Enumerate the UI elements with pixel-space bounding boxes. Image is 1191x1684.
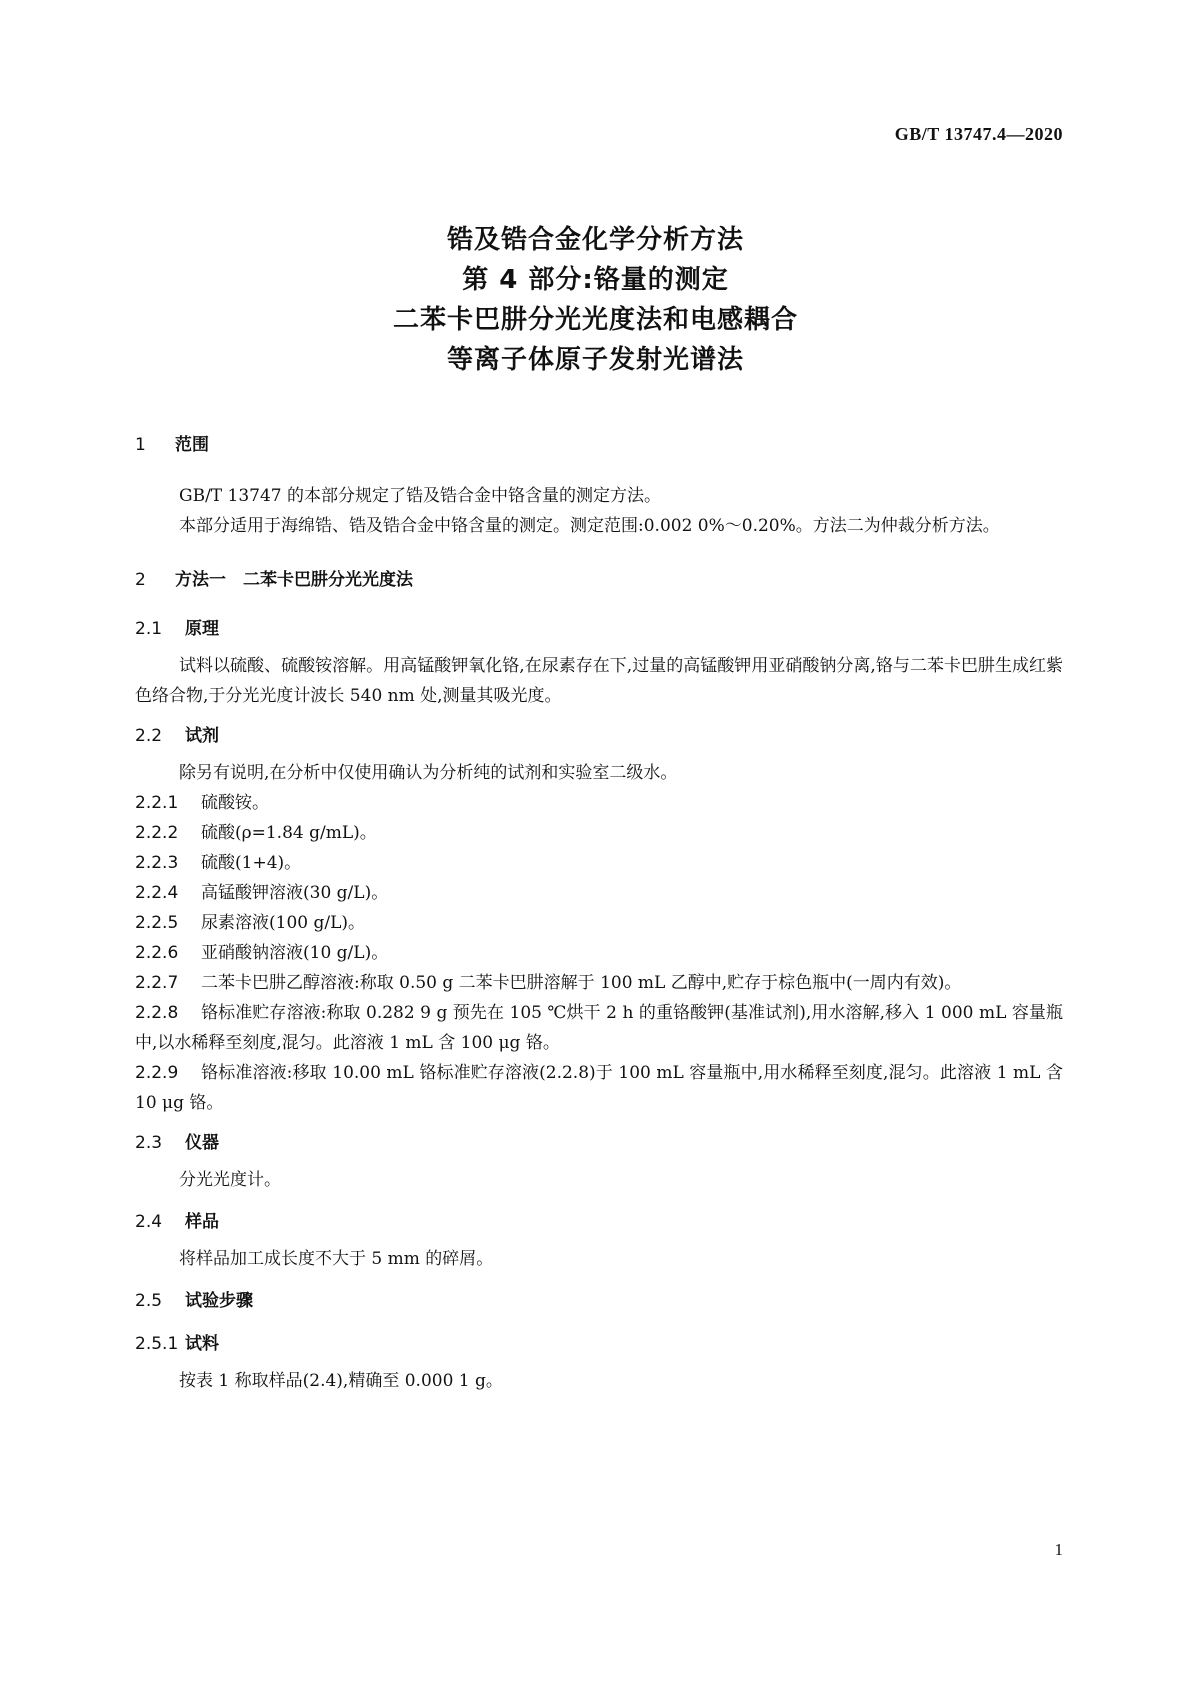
item-number: 2.2.9 bbox=[135, 1063, 179, 1083]
item-number: 2.2.6 bbox=[135, 943, 179, 963]
section-number: 2 bbox=[135, 570, 146, 590]
title-line-4: 等离子体原子发射光谱法 bbox=[446, 345, 744, 375]
section-number: 2.1 bbox=[135, 619, 163, 639]
section-2-5-heading bbox=[135, 1286, 1063, 1311]
item-number: 2.2.5 bbox=[135, 913, 179, 933]
section-title: 仪器 bbox=[185, 1133, 219, 1153]
section-number: 2.3 bbox=[135, 1133, 163, 1153]
section-title: 方法一 二苯卡巴肼分光光度法 bbox=[175, 570, 413, 590]
item-number: 2.2.3 bbox=[135, 853, 179, 873]
item-text: 高锰酸钾溶液(30 g/L)。 bbox=[201, 883, 389, 903]
item-text: 硫酸铵。 bbox=[201, 793, 269, 813]
item-number: 2.2.2 bbox=[135, 823, 179, 843]
section-title: 试剂 bbox=[185, 726, 219, 746]
section-2-2-heading bbox=[135, 721, 1063, 746]
section-2-heading bbox=[135, 565, 1063, 590]
item-number: 2.2.8 bbox=[135, 1003, 179, 1023]
section-2-4-heading bbox=[135, 1207, 1063, 1232]
section-2-3-heading bbox=[135, 1128, 1063, 1153]
reagent-item bbox=[135, 878, 1063, 908]
reagent-item bbox=[135, 818, 1063, 848]
section-1-paragraph-2: 本部分适用于海绵锆、锆及锆合金中铬含量的测定。测定范围:0.002 0%～0.20%。方法二为仲裁分析方法。 bbox=[179, 516, 1000, 536]
section-number: 1 bbox=[135, 435, 146, 455]
section-2-3-paragraph: 分光光度计。 bbox=[179, 1170, 281, 1190]
reagent-item bbox=[135, 968, 1063, 998]
document-title bbox=[0, 220, 1191, 380]
page-number: 1 bbox=[1054, 1540, 1063, 1559]
document-body bbox=[135, 430, 1063, 1396]
item-number: 2.2.4 bbox=[135, 883, 179, 903]
section-number: 2.5 bbox=[135, 1291, 163, 1311]
title-line-2: 第 4 部分:铬量的测定 bbox=[462, 265, 729, 295]
section-title: 试料 bbox=[185, 1334, 219, 1354]
item-text: 硫酸(1+4)。 bbox=[201, 853, 302, 873]
item-text: 二苯卡巴肼乙醇溶液:称取 0.50 g 二苯卡巴肼溶解于 100 mL 乙醇中,贮存于棕色瓶中(一周内有效)。 bbox=[201, 973, 962, 993]
item-text: 硫酸(ρ=1.84 g/mL)。 bbox=[201, 823, 377, 843]
reagent-item bbox=[135, 998, 1063, 1058]
section-2-1-heading bbox=[135, 614, 1063, 639]
title-line-1: 锆及锆合金化学分析方法 bbox=[446, 225, 744, 255]
section-title: 样品 bbox=[185, 1212, 219, 1232]
section-number: 2.5.1 bbox=[135, 1334, 179, 1354]
section-number: 2.2 bbox=[135, 726, 163, 746]
section-2-1-paragraph: 试料以硫酸、硫酸铵溶解。用高锰酸钾氧化铬,在尿素存在下,过量的高锰酸钾用亚硝酸钠分离,铬与二苯卡巴肼生成红紫色络合物,于分光光度计波长 540 nm 处,测量其吸光度。 bbox=[135, 656, 1063, 706]
section-number: 2.4 bbox=[135, 1212, 163, 1232]
section-title: 原理 bbox=[185, 619, 219, 639]
section-1-paragraph-1: GB/T 13747 的本部分规定了锆及锆合金中铬含量的测定方法。 bbox=[179, 486, 662, 506]
section-2-5-1-heading bbox=[135, 1329, 1063, 1354]
item-text: 亚硝酸钠溶液(10 g/L)。 bbox=[201, 943, 389, 963]
reagent-item bbox=[135, 788, 1063, 818]
section-2-5-1-paragraph: 按表 1 称取样品(2.4),精确至 0.000 1 g。 bbox=[179, 1371, 503, 1391]
section-1-heading bbox=[135, 430, 1063, 455]
section-title: 试验步骤 bbox=[185, 1291, 253, 1311]
reagent-item bbox=[135, 848, 1063, 878]
reagent-item bbox=[135, 1058, 1063, 1118]
item-text: 铬标准贮存溶液:称取 0.282 9 g 预先在 105 ℃烘干 2 h 的重铬酸钾(基准试剂),用水溶解,移入 1 000 mL 容量瓶中,以水稀释至刻度,混匀。此溶液 1 mL 含 100 μg 铬。 bbox=[135, 1003, 1063, 1053]
section-2-4-paragraph: 将样品加工成长度不大于 5 mm 的碎屑。 bbox=[179, 1249, 494, 1269]
title-line-3: 二苯卡巴肼分光光度法和电感耦合 bbox=[392, 305, 798, 335]
reagent-item bbox=[135, 908, 1063, 938]
section-2-2-intro: 除另有说明,在分析中仅使用确认为分析纯的试剂和实验室二级水。 bbox=[179, 763, 678, 783]
standard-code: GB/T 13747.4—2020 bbox=[894, 124, 1063, 144]
item-text: 尿素溶液(100 g/L)。 bbox=[201, 913, 366, 933]
item-number: 2.2.1 bbox=[135, 793, 179, 813]
section-title: 范围 bbox=[175, 435, 209, 455]
item-number: 2.2.7 bbox=[135, 973, 179, 993]
reagent-item bbox=[135, 938, 1063, 968]
item-text: 铬标准溶液:移取 10.00 mL 铬标准贮存溶液(2.2.8)于 100 mL 容量瓶中,用水稀释至刻度,混匀。此溶液 1 mL 含 10 μg 铬。 bbox=[135, 1063, 1063, 1113]
